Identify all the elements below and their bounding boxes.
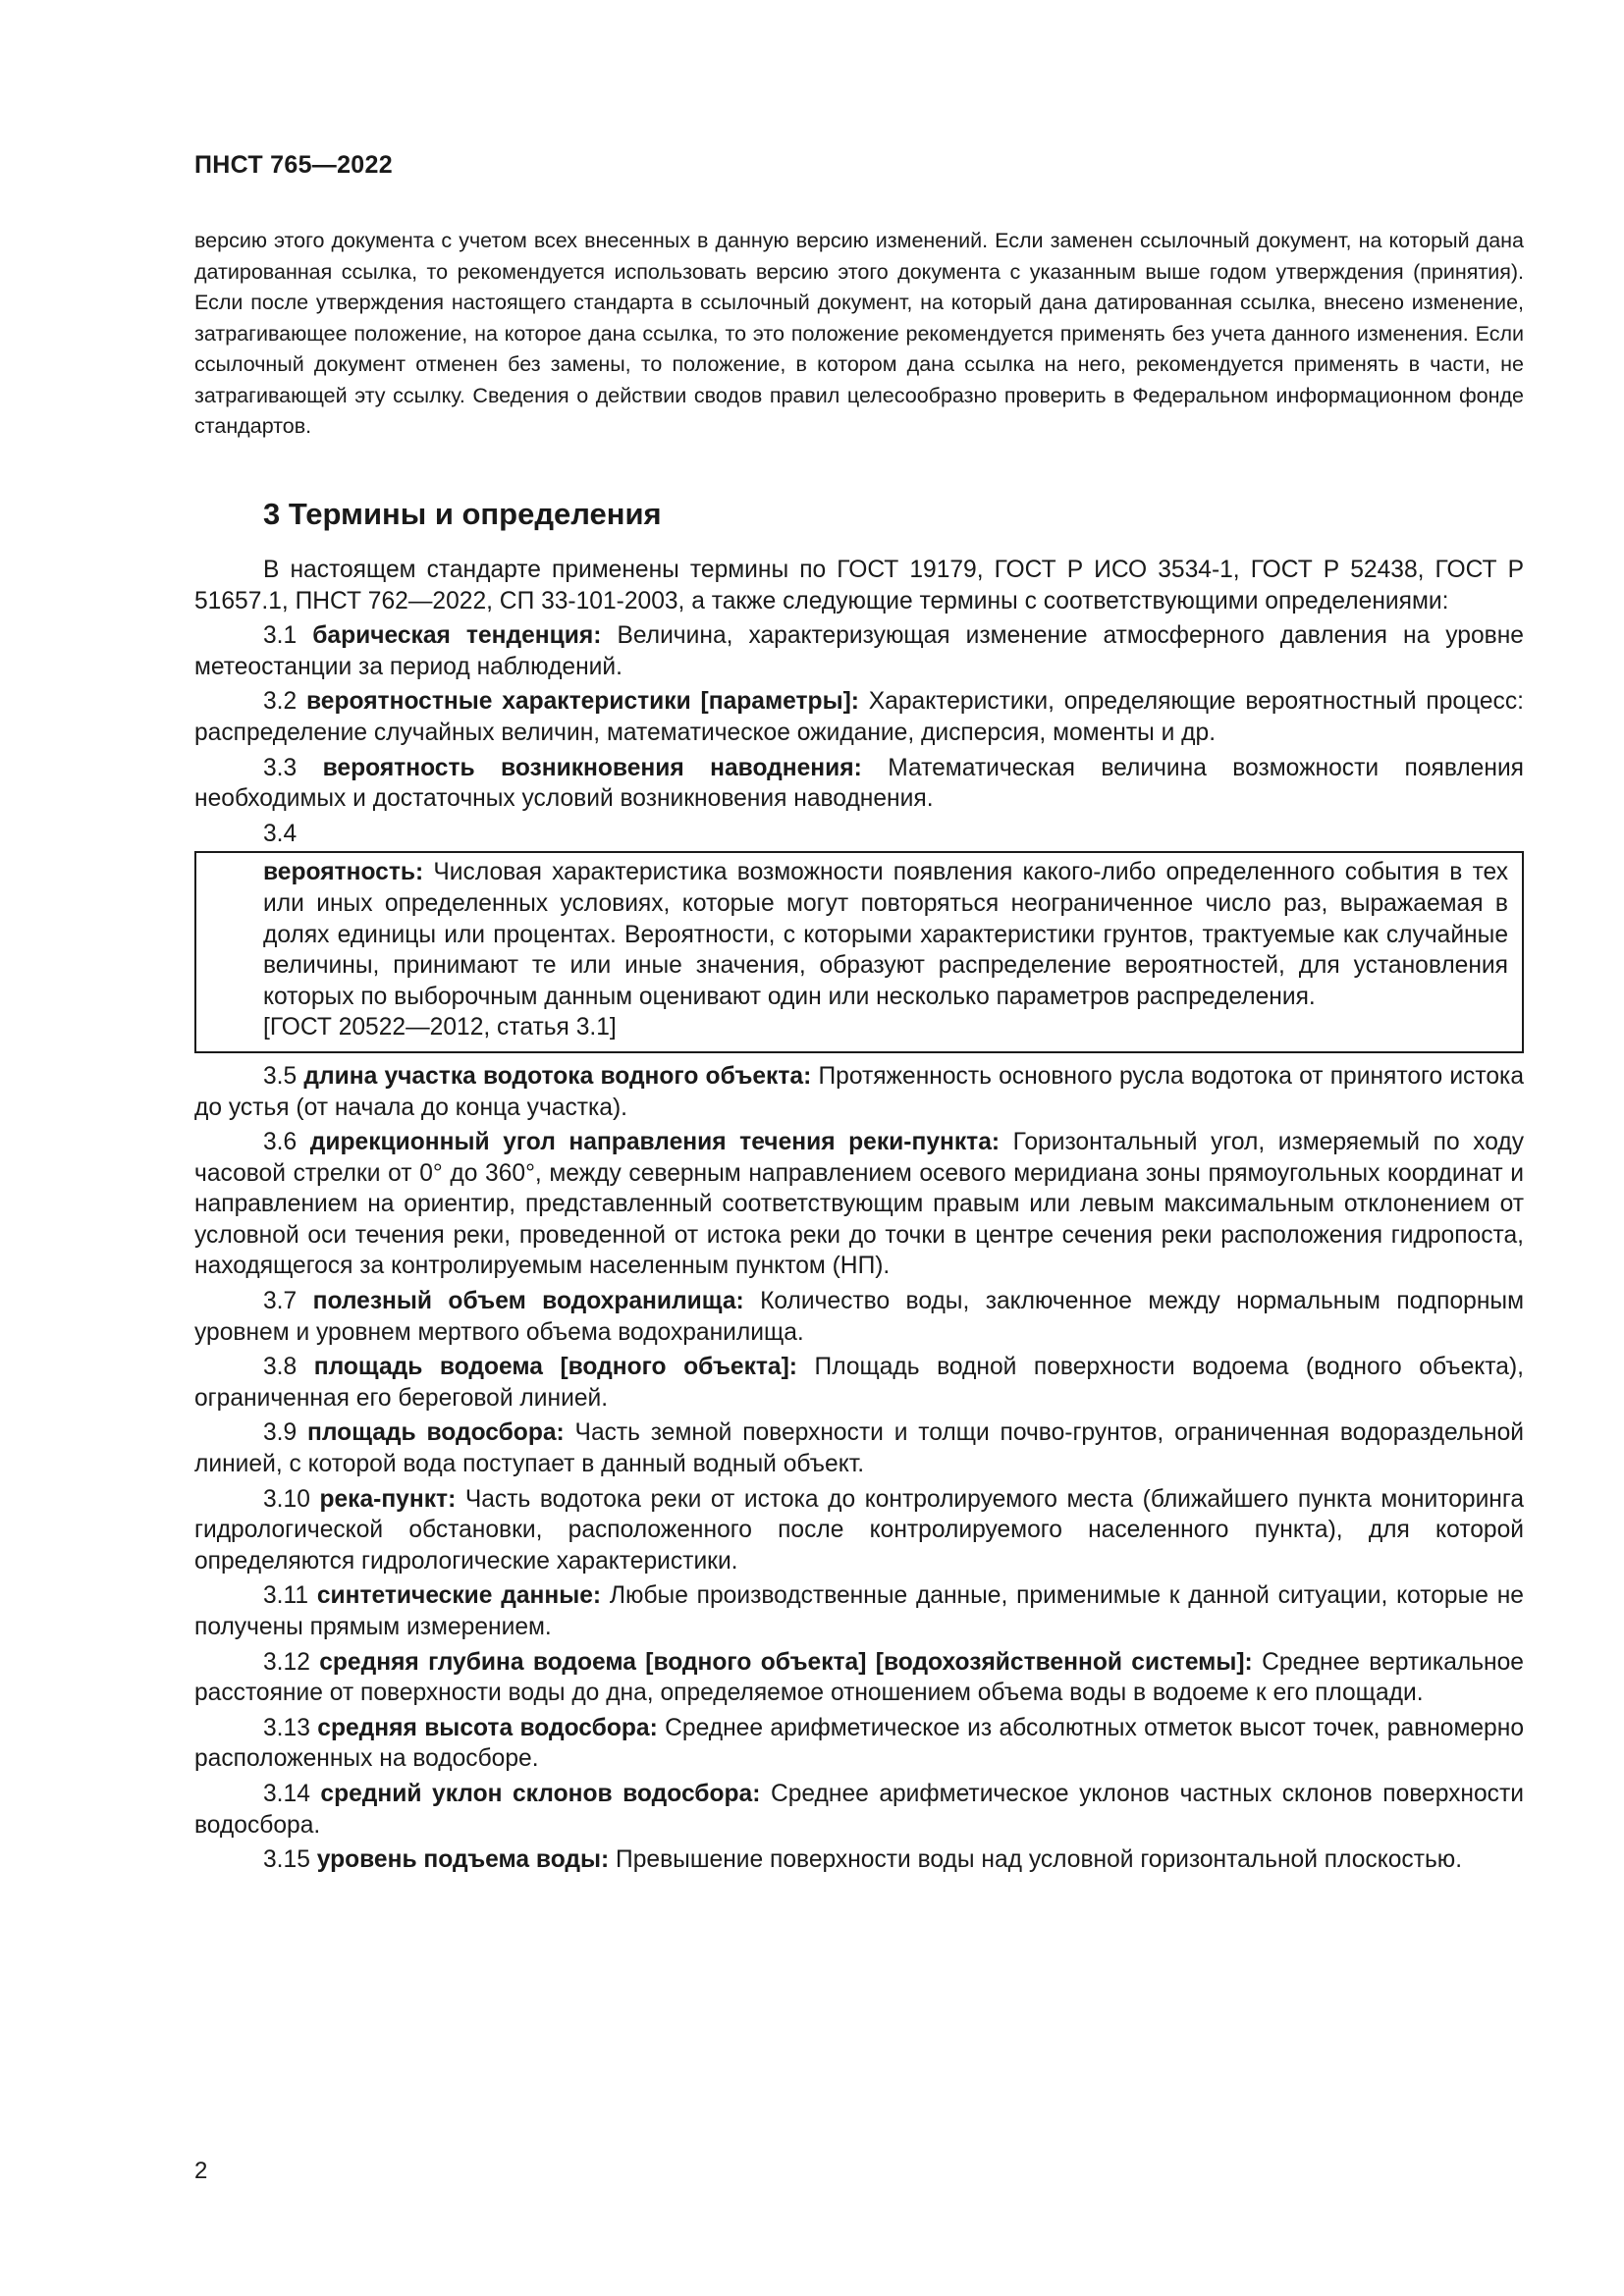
term-name: барическая тенденция:	[312, 622, 602, 650]
term-number: 3.1	[263, 622, 298, 650]
term-number: 3.4	[263, 820, 298, 847]
term-entry	[194, 686, 1524, 748]
term-definition: Площадь водной поверхности водоема (водного объекта), ограниченная его береговой линией.	[194, 1354, 1524, 1412]
terms-list	[194, 620, 1524, 815]
term-definition: Характеристики, определяющие вероятностный процесс: распределение случайных величин, математическое ожидание, дисперсия, моменты и др.	[194, 688, 1524, 746]
term-name: река-пункт:	[319, 1485, 457, 1513]
term-name: вероятностные характеристики [параметры]:	[306, 688, 859, 716]
term-entry	[194, 1647, 1524, 1709]
term-name: длина участка водотока водного объекта:	[303, 1062, 812, 1090]
term-definition: Превышение поверхности воды над условной горизонтальной плоскостью.	[616, 1846, 1463, 1874]
term-entry	[194, 1127, 1524, 1282]
term-definition: Величина, характеризующая изменение атмосферного давления на уровне метеостанции за период наблюдений.	[194, 622, 1524, 680]
term-definition: Протяженность основного русла водотока от принятого истока до устья (от начала до конца участка).	[194, 1062, 1524, 1121]
term-name: вероятность возникновения наводнения:	[322, 754, 862, 781]
term-number: 3.3	[263, 754, 298, 781]
term-entry	[194, 1286, 1524, 1348]
term-entry	[194, 1417, 1524, 1479]
term-number: 3.12	[263, 1648, 310, 1676]
term-definition: Числовая характеристика возможности появления какого-либо определенного события в тех или иных определенных условиях, которые могут повторяться неограниченное число раз, выражаемая в долях единицы или процентах. Вероятности, с которыми характеристики грунтов, трактуемые как случайные величины, принимают те или иные значения, образуют распределение вероятностей, для установления которых по выборочным данным оценивают один или несколько параметров распределения.	[263, 859, 1508, 1010]
document-code-header: ПНСТ 765—2022	[194, 151, 393, 179]
intro-paragraph: версию этого документа с учетом всех внесенных в данную версию изменений. Если заменен ссылочный документ, на который дана датированная ссылка, то рекомендуется использовать версию этого документа с указанным выше годом утверждения (принятия). Если после утверждения настоящего стандарта в ссылочный документ, на который дана датированная ссылка, внесено изменение, затрагивающее положение, на которое дана ссылка, то это положение рекомендуется применять без учета данного изменения. Если ссылочный документ отменен без замены, то положение, в котором дана ссылка на него, рекомендуется применять в части, не затрагивающей эту ссылку. Сведения о действии сводов правил целесообразно проверить в Федеральном информационном фонде стандартов.	[194, 229, 1524, 438]
term-source-reference: [ГОСТ 20522—2012, статья 3.1]	[263, 1014, 617, 1041]
section-lead: В настоящем стандарте применены термины по ГОСТ 19179, ГОСТ Р ИСО 3534-1, ГОСТ Р 52438, ГОСТ Р 51657.1, ПНСТ 762—2022, СП 33-101-2003, а также следующие термины с соответствующими определениями:	[194, 557, 1524, 614]
term-definition: Любые производственные данные, применимые к данной ситуации, которые не получены прямым измерением.	[194, 1582, 1524, 1640]
term-number: 3.7	[263, 1288, 298, 1315]
quoted-term-box	[194, 851, 1524, 1053]
term-number: 3.6	[263, 1129, 298, 1156]
term-definition: Горизонтальный угол, измеряемый по ходу часовой стрелки от 0° до 360°, между северным направлением осевого меридиана зоны прямоугольных координат и направлением на ориентир, представленный соответствующим правым или левым максимальным отклонением от условной оси течения реки, проведенной от истока реки до точки в центре сечения реки расположения гидропоста, находящегося за контролируемым населенным пунктом (НП).	[194, 1129, 1525, 1280]
section-body	[194, 555, 1524, 1880]
term-entry	[194, 1061, 1524, 1123]
term-name: синтетические данные:	[316, 1582, 602, 1610]
term-name: уровень подъема воды:	[316, 1846, 610, 1874]
term-entry	[194, 1580, 1524, 1642]
term-name: вероятность:	[263, 859, 424, 886]
term-name: средняя глубина водоема [водного объекта] [водохозяйственной системы]:	[319, 1648, 1253, 1676]
term-definition: Среднее вертикальное расстояние от поверхности воды до дна, определяемое отношением объема воды в водоеме к его площади.	[194, 1648, 1524, 1707]
term-definition: Количество воды, заключенное между нормальным подпорным уровнем и уровнем мертвого объема водохранилища.	[194, 1288, 1524, 1346]
term-entry	[194, 1779, 1524, 1841]
term-number: 3.5	[263, 1062, 298, 1090]
section-title: 3 Термины и определения	[263, 497, 662, 531]
term-name: дирекционный угол направления течения реки-пункта:	[309, 1129, 1001, 1156]
term-definition: Часть земной поверхности и толщи почво-грунтов, ограниченная водораздельной линией, с которой вода поступает в данный водный объект.	[194, 1419, 1524, 1478]
term-definition: Среднее арифметическое из абсолютных отметок высот точек, равномерно расположенных на водосборе.	[194, 1714, 1524, 1773]
term-definition: Среднее арифметическое уклонов частных склонов поверхности водосбора.	[194, 1780, 1524, 1839]
term-number: 3.13	[263, 1714, 310, 1741]
page-number: 2	[194, 2158, 208, 2184]
term-name: средняя высота водосбора:	[317, 1714, 658, 1741]
term-entry	[194, 1484, 1524, 1577]
term-number: 3.14	[263, 1780, 310, 1807]
term-name: площадь водоема [водного объекта]:	[313, 1354, 797, 1381]
term-entry	[194, 753, 1524, 815]
term-entry	[194, 620, 1524, 682]
term-name: полезный объем водохранилища:	[312, 1288, 744, 1315]
term-number: 3.8	[263, 1354, 298, 1381]
terms-list	[194, 1061, 1524, 1876]
term-name: средний уклон склонов водосбора:	[320, 1780, 761, 1807]
term-number: 3.10	[263, 1485, 310, 1513]
term-number: 3.11	[263, 1582, 309, 1610]
term-definition: Часть водотока реки от истока до контролируемого места (ближайшего пункта мониторинга гидрологической обстановки, расположенного после контролируемого населенного пункта), для которой определяются гидрологические характеристики.	[194, 1485, 1524, 1575]
term-number: 3.2	[263, 688, 298, 716]
term-entry	[263, 857, 1508, 1012]
term-name: площадь водосбора:	[307, 1419, 565, 1447]
term-entry	[194, 1713, 1524, 1775]
term-definition: Математическая величина возможности появления необходимых и достаточных условий возникновения наводнения.	[194, 754, 1524, 813]
term-number: 3.15	[263, 1846, 310, 1874]
term-entry	[194, 1352, 1524, 1414]
term-number: 3.9	[263, 1419, 298, 1447]
term-entry	[194, 1844, 1524, 1876]
